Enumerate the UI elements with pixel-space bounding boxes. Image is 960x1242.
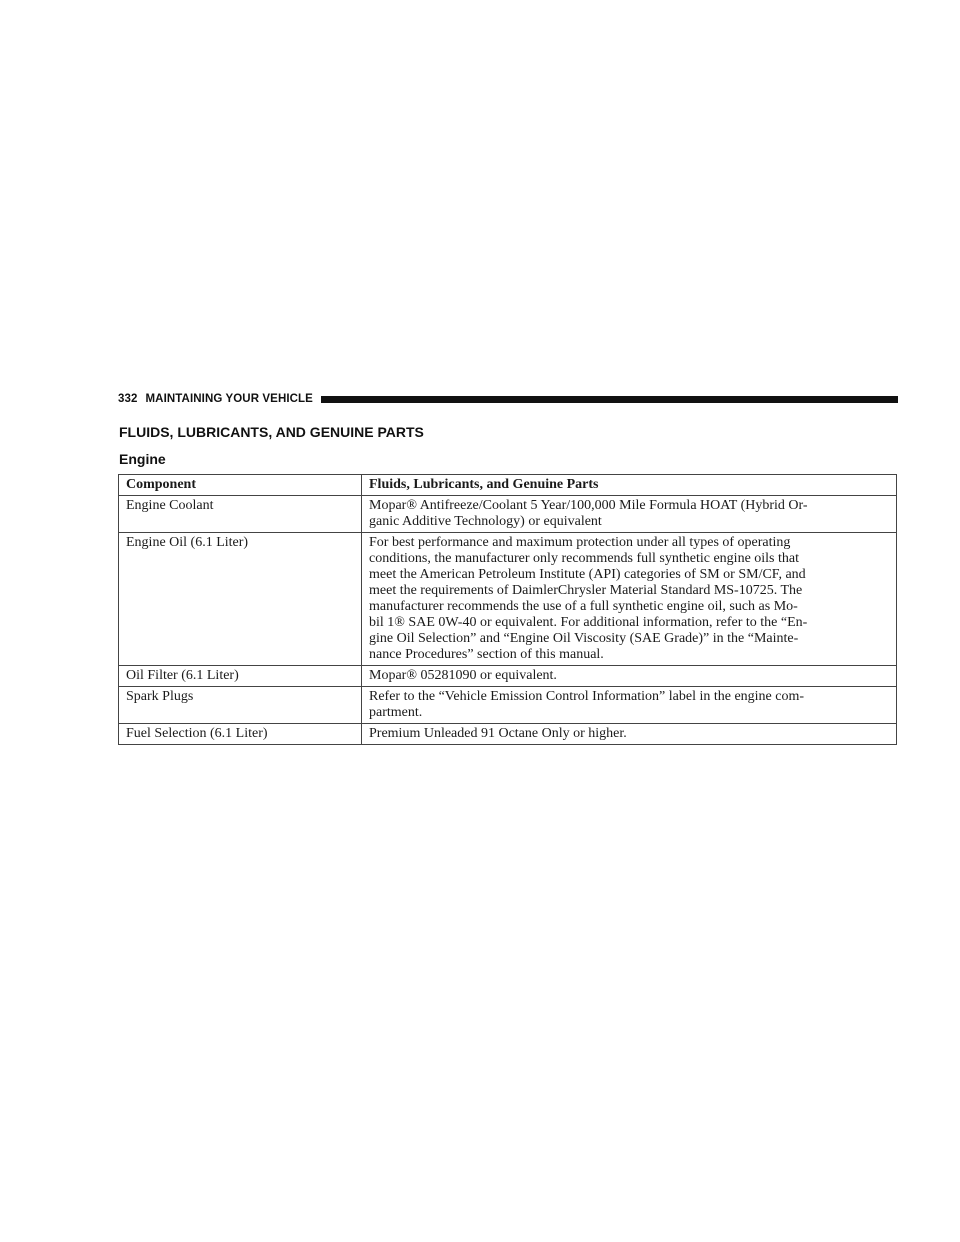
column-header-fluids: Fluids, Lubricants, and Genuine Parts (362, 475, 897, 496)
subsection-title: Engine (119, 451, 166, 467)
cell-line: conditions, the manufacturer only recommends full synthetic engine oils that (369, 551, 800, 566)
table-row (119, 687, 897, 724)
page-header (118, 392, 898, 406)
cell-line: meet the requirements of DaimlerChrysler Material Standard MS-10725. The (369, 583, 803, 598)
fluids-cell (362, 724, 897, 745)
cell-line: nance Procedures” section of this manual. (369, 647, 604, 662)
cell-line: Refer to the “Vehicle Emission Control Information” label in the engine com- (369, 689, 805, 704)
cell-line: ganic Additive Technology) or equivalent (369, 514, 602, 529)
page-number: 332 (118, 393, 138, 405)
table-row (119, 533, 897, 666)
column-header-component: Component (119, 475, 362, 496)
header-rule (321, 396, 898, 403)
table-row (119, 496, 897, 533)
cell-line: gine Oil Selection” and “Engine Oil Viscosity (SAE Grade)” in the “Mainte- (369, 631, 799, 646)
fluids-cell (362, 687, 897, 724)
component-cell: Engine Oil (6.1 Liter) (119, 533, 362, 666)
cell-line: Mopar® Antifreeze/Coolant 5 Year/100,000 Mile Formula HOAT (Hybrid Or- (369, 498, 808, 513)
cell-line: Premium Unleaded 91 Octane Only or higher. (369, 726, 627, 741)
table-row (119, 724, 897, 745)
component-cell: Oil Filter (6.1 Liter) (119, 666, 362, 687)
cell-line: meet the American Petroleum Institute (API) categories of SM or SM/CF, and (369, 567, 806, 582)
component-cell: Spark Plugs (119, 687, 362, 724)
table-row (119, 666, 897, 687)
table-header-row (119, 475, 897, 496)
fluids-cell (362, 496, 897, 533)
fluids-table (118, 474, 897, 745)
cell-line: Mopar® 05281090 or equivalent. (369, 668, 557, 683)
cell-line: manufacturer recommends the use of a full synthetic engine oil, such as Mo- (369, 599, 798, 614)
cell-line: bil 1® SAE 0W-40 or equivalent. For additional information, refer to the “En- (369, 615, 808, 630)
fluids-cell (362, 666, 897, 687)
running-head: MAINTAINING YOUR VEHICLE (145, 393, 313, 405)
cell-line: partment. (369, 705, 423, 720)
section-title: FLUIDS, LUBRICANTS, AND GENUINE PARTS (119, 424, 424, 440)
component-cell: Fuel Selection (6.1 Liter) (119, 724, 362, 745)
fluids-cell (362, 533, 897, 666)
cell-line: For best performance and maximum protection under all types of operating (369, 535, 791, 550)
component-cell: Engine Coolant (119, 496, 362, 533)
